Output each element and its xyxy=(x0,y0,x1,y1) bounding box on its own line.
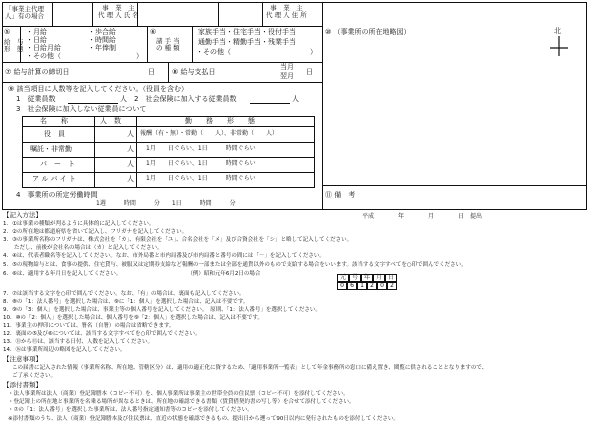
closing-text: 給与計算の締切日 xyxy=(13,68,70,76)
location-map-label xyxy=(325,29,411,37)
example-box-5: 0 xyxy=(377,282,387,290)
col-form-header: 勤 務 形 態 xyxy=(185,117,255,125)
divider xyxy=(262,2,263,26)
closing-day-label xyxy=(5,69,70,77)
working-hours-label: 4 事業所の所定労働時間 xyxy=(16,191,98,199)
month-next[interactable]: 翌月 xyxy=(280,72,294,80)
attachment-1: ・法人事業所は法人（商業）登記簿謄本（コピー不可）を、個人事業所は事業主の世帯全員の住民票（コピー不可）を添付してください。 xyxy=(8,391,349,397)
row-officer-unit: 人 xyxy=(127,130,134,138)
instruction-7: 7．⑦は該当する文字を○印で囲んでください。なお、「有」の場合は、裏面も記入してください。 xyxy=(3,291,245,297)
closing-num: ⑦ xyxy=(5,68,12,76)
employees-intro xyxy=(8,86,188,94)
payday-text: 給与支払日 xyxy=(180,68,216,76)
location-num: ⑩ xyxy=(325,28,332,36)
employee-count-unit: 人 xyxy=(120,95,127,103)
row-parttime-name: 嘱託・非常勤 xyxy=(30,145,72,153)
row-parttime-form[interactable]: 1月 日ぐらい、1日 時間ぐらい xyxy=(146,145,256,152)
divider xyxy=(136,116,137,188)
example-box-2: 6 xyxy=(347,282,357,290)
divider xyxy=(22,142,315,143)
insured-count-unit: 人 xyxy=(292,95,299,103)
divider xyxy=(168,62,169,82)
divider xyxy=(52,2,53,26)
row-arbeit-form[interactable]: 1月 日ぐらい、1日 時間ぐらい xyxy=(146,175,256,182)
notes-line-1: この届書に記入された情報（事業所名称、所在地、管轄区分）は、適用の適正化に資するため、「適用事業所一覧表」として年金事務所の窓口に備え置き、閲覧に供されることとなりますので、 xyxy=(12,365,488,371)
divider xyxy=(322,2,323,210)
instruction-1: 1．①は事業の種類が判るように具体的に記入してください。 xyxy=(3,221,155,227)
divider xyxy=(22,172,315,173)
allowance-row-1[interactable]: 家族手当・住宅手当・役付手当 xyxy=(198,28,296,36)
north-arrow-icon xyxy=(548,36,570,56)
instruction-12: 12．裏面の⑤及び⑥については、該当する文字すべてを○印で囲んでください。 xyxy=(3,331,201,337)
instruction-5: 5．⑤の現物給与とは、食事の提供、住宅貸与、被服又は定期券支給など報酬の一部または全部を通貨以外のもので支給する場合をいいます。該当する文字すべてを○印で囲んでください。 xyxy=(3,262,467,268)
col-count-header: 人 数 xyxy=(100,117,121,125)
pay-type-daily[interactable]: ・日給 xyxy=(26,36,47,44)
attachment-3: ・⑦の「1：法人番号」を選択した事業所は、法人番号指定通知書等のコピーを添付してください。 xyxy=(8,407,253,413)
insured-count-field[interactable] xyxy=(250,103,290,104)
divider xyxy=(22,157,315,158)
location-map-area[interactable] xyxy=(324,40,544,180)
divider xyxy=(147,26,148,62)
divider xyxy=(2,62,322,63)
row-part-form[interactable]: 1月 日ぐらい、1日 時間ぐらい xyxy=(146,160,256,167)
remarks-text: 備 考 xyxy=(334,191,356,199)
example-head-num: 号 xyxy=(349,274,361,282)
location-text: （事業所の所在地略図） xyxy=(333,28,411,36)
instruction-4: 4．④は、代表者職名等を記入してください。なお、市外局番と市内局番及び市内局番と番号の間には「－」を記入してください。 xyxy=(3,253,325,259)
divider xyxy=(218,2,219,26)
pay-type-commission[interactable]: ・歩合給 xyxy=(88,28,116,36)
example-date-boxes xyxy=(337,274,401,290)
pay-num: ⑤ xyxy=(4,28,11,36)
remarks-field[interactable] xyxy=(365,188,583,208)
row-parttime-unit: 人 xyxy=(127,145,134,153)
allowance-row-2[interactable]: 通勤手当・精勤手当・残業手当 xyxy=(198,38,296,46)
payday-unit: 日 xyxy=(306,68,313,76)
allowance-num: ⑥ xyxy=(150,28,157,36)
pay-form-label: 給 与 形 態 xyxy=(4,38,24,54)
example-box-4: 2 xyxy=(367,282,377,290)
example-head-year: 年 xyxy=(361,274,373,282)
divider xyxy=(92,2,93,26)
instruction-3: 3．③の事業所名称のフリガナは、株式会社を「カ」、有限会社を「ユ」、合名会社を「メ」及び合資会社を「シ」と略して記入してください。 xyxy=(3,237,353,243)
agent-name-label: 事 業 主 代 理 人 氏 名 xyxy=(98,4,139,20)
instruction-9: 9．⑨の「3：個人」を選択した場合は、事業主等の個人番号を記入してください。 原則、「1：法人番号」を選択してください。 xyxy=(3,307,321,313)
row-officer-name: 役 員 xyxy=(44,130,65,138)
pay-type-other[interactable]: ・その他（ xyxy=(26,52,61,60)
example-head-month: 月 xyxy=(373,274,385,282)
payday-label xyxy=(172,69,216,77)
submit-date-label[interactable]: 平成 年 月 日 提出 xyxy=(362,213,483,220)
divider xyxy=(94,116,95,188)
example-head-day: 日 xyxy=(385,274,397,282)
pay-type-daily-monthly[interactable]: ・日給月給 xyxy=(26,44,61,52)
example-box-6: 2 xyxy=(387,282,397,290)
instruction-13: 13．⑪から⑮は、該当する日付、人数を記入してください。 xyxy=(3,339,154,345)
month-this[interactable]: 当月 xyxy=(280,63,294,71)
insured-count-label: 2 社会保険に加入する従業員数 xyxy=(134,95,237,103)
agent-case-label: 「事業主代理人」有の場合 xyxy=(5,5,44,21)
divider xyxy=(192,26,193,62)
row-part-unit: 人 xyxy=(127,160,134,168)
employee-count-field[interactable] xyxy=(68,103,118,104)
employees-num: ⑨ xyxy=(8,85,15,93)
attachment-4: ※添付書類のうち、法人（商業）登記簿謄本及び住民票は、直近の状態を確認できるもの、提出日から遡って90日以内に発行されたものを添付してください。 xyxy=(8,416,399,422)
pay-type-monthly[interactable]: ・月給 xyxy=(26,28,47,36)
instruction-2: 2．②の所在地は都道府県を省いて記入し、フリガナを記入してください。 xyxy=(3,229,188,235)
attachment-2: ・登記簿上の所在地と事業所を名乗る場所が異なるときは、所在地の確認できる書類（賃貸借契約書の写し等）を合せて添付してください。 xyxy=(8,399,355,405)
payday-num: ⑧ xyxy=(172,68,179,76)
allowance-label: 諸 手 当 の 種 類 xyxy=(156,37,180,53)
pay-type-annual[interactable]: ・年俸制 xyxy=(88,44,116,52)
example-head-era: 元 xyxy=(337,274,349,282)
employees-intro-text: 該当項目に人数等を記入してください。（役員を含む） xyxy=(16,85,189,93)
instructions-title: 【記入方法】 xyxy=(3,211,42,219)
instruction-8: 8．⑧の「1：法人番号」を選択した場合は、⑨に「1：個人」を選択した場合は、記入は不要です。 xyxy=(3,299,249,305)
instruction-14: 14．⑯は事業所周辺の略図を記入してください。 xyxy=(3,347,126,353)
remarks-label xyxy=(325,192,355,200)
instruction-10: 10．⑩の「2：個人」を選択した場合は、個人番号を⑨「2：個人」を選択した場合は、記入は不要です。 xyxy=(3,315,263,321)
instruction-11: 11．事業主の押印については、署名（自署）の場合は省略できます。 xyxy=(3,323,175,329)
example-box-3: 1 xyxy=(357,282,367,290)
row-arbeit-name: ア ル バ イ ト xyxy=(32,175,76,183)
remarks-num: ⑪ xyxy=(325,191,332,199)
pay-type-other-close: ） xyxy=(136,52,143,60)
row-arbeit-unit: 人 xyxy=(127,175,134,183)
notes-line-2: ご了承ください。 xyxy=(12,373,57,379)
allowance-other-close: ） xyxy=(310,48,317,56)
instruction-6: 6．⑥は、適用する年月日を記入してください。 （例）昭和元年6月2日の場合 xyxy=(3,271,261,277)
allowance-other[interactable]: ・その他（ xyxy=(196,48,231,56)
notes-title: 【注意事項】 xyxy=(3,355,42,363)
closing-day-unit: 日 xyxy=(148,68,155,76)
divider xyxy=(22,126,315,127)
divider xyxy=(2,82,322,83)
working-hours-detail[interactable]: 1週 時間 分 1日 時間 分 xyxy=(96,200,236,207)
employee-count-label: 1 従業員数 xyxy=(16,95,56,103)
row-officer-form[interactable]: 報酬（有・無）・常勤（ 人）、非常勤（ 人） xyxy=(140,130,279,137)
pay-type-hourly[interactable]: ・時間給 xyxy=(88,36,116,44)
agent-addr-label: 事 業 主 代 理 人 住 所 xyxy=(266,4,307,20)
north-label: 北 xyxy=(554,27,561,35)
attachments-title: 【添付書類】 xyxy=(3,381,42,389)
agent-name-field[interactable] xyxy=(138,3,217,25)
col-name-header: 名 称 xyxy=(40,117,68,125)
divider xyxy=(322,185,587,186)
row-part-name: パ ー ト xyxy=(40,160,75,168)
divider xyxy=(2,26,322,27)
instruction-3b: ただし、前後が会社名の場合は（カ）と記入してください。 xyxy=(3,245,163,251)
uninsured-heading: 3 社会保険に加入しない従業員について xyxy=(16,105,147,113)
example-box-1: 0 xyxy=(337,282,347,290)
